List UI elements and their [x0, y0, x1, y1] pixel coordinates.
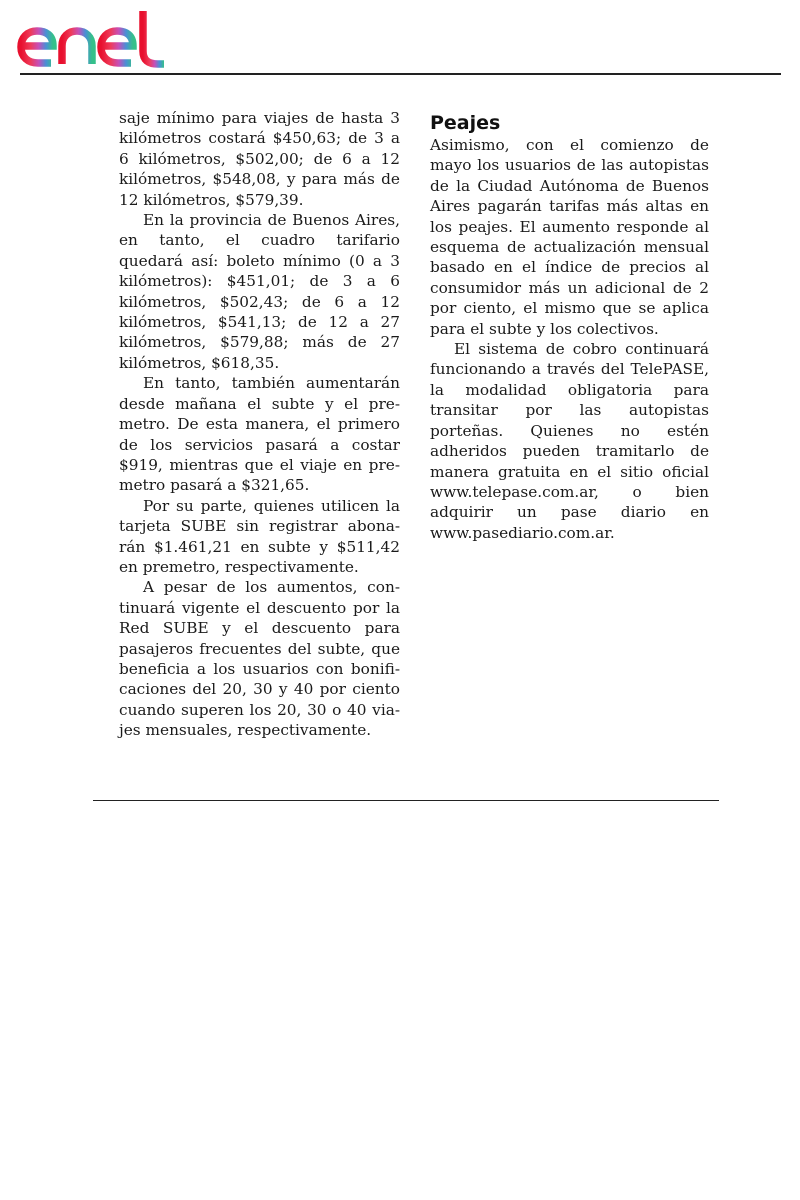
header-rule: [20, 73, 781, 75]
section-heading-peajes: Peajes: [430, 112, 501, 134]
article-paragraph: A pesar de los aumentos, continuará vigente el descuento por la Red SUBE y el descuento para pasajeros frecuentes del subte, que beneficia a los usuarios con bonificaciones del 20, 30 y 40 por ciento cuando superen los 20, 30 o 40 viajes mensuales, respectivamente.: [119, 578, 400, 740]
article-paragraph: Por su parte, quienes utilicen la tarjeta SUBE sin registrar abonarán $1.461,21 en subte y $511,42 en premetro, respectivamente.: [119, 496, 400, 576]
article-paragraph: Asimismo, con el comienzo de mayo los usuarios de las autopistas de la Ciudad Autónoma de Buenos Aires pagarán tarifas más altas en los peajes. El aumento responde al esquema de actualización mensual basado en el índice de precios al consumidor más un adicional de 2 por ciento, el mismo que se aplica para el subte y los colectivos.: [430, 136, 709, 338]
footer-rule: [93, 800, 719, 801]
article-paragraph: El sistema de cobro continuará funcionando a través del TelePASE, la modalidad obligatoria para transitar por las autopistas porteñas. Quienes no estén adheridos pueden tramitarlo de manera gratuita en el sitio oficial www.telepase.com.ar, o bien adquirir un pase diario en www.pasediario.com.ar.: [430, 340, 709, 542]
article-paragraph: En tanto, también aumentarán desde mañana el subte y el premetro. De esta manera, el primero de los servicios pasará a costar $919, mientras que el viaje en premetro pasará a $321,65.: [119, 374, 400, 495]
article-paragraph: En la provincia de Buenos Aires, en tanto, el cuadro tarifario quedará así: boleto mínimo (0 a 3 kilómetros): $451,01; de 3 a 6 kilómetros, $502,43; de 6 a 12 kilómetros, $541,13; de 12 a 27 kilómetros, $579,88; más de 27 kilómetros, $618,35.: [119, 211, 400, 372]
article-paragraph: saje mínimo para viajes de hasta 3 kilómetros costará $450,63; de 3 a 6 kilómetros, $502,00; de 6 a 12 kilómetros, $548,08, y para más de 12 kilómetros, $579,39.: [119, 109, 400, 209]
article-column-right: [430, 112, 709, 543]
enel-logo: [16, 10, 172, 68]
article-column-left: [119, 108, 400, 741]
